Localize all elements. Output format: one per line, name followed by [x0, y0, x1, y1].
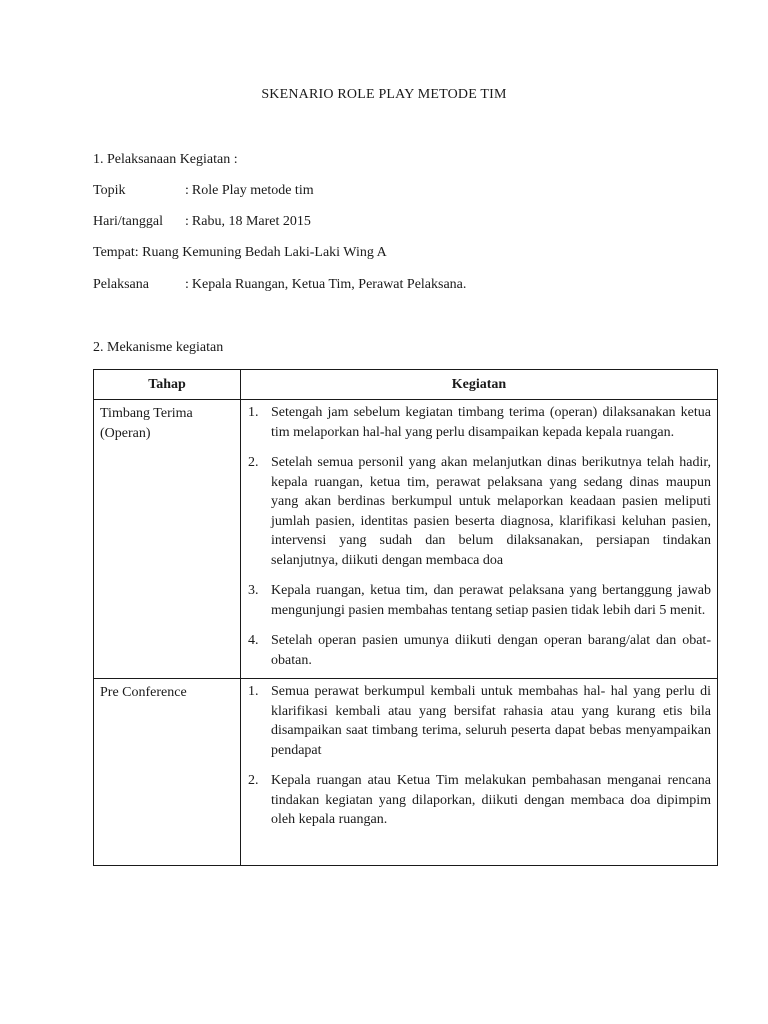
field-topik: [93, 183, 314, 199]
field-label: Topik: [93, 183, 126, 198]
colon: :: [185, 183, 189, 198]
field-value: Role Play metode tim: [191, 183, 314, 198]
field-tempat: Tempat: Ruang Kemuning Bedah Laki-Laki Wing A: [93, 245, 387, 260]
tahap-cell: [94, 679, 241, 866]
tahap-label: Timbang Terima (Operan): [100, 406, 193, 441]
section1-heading: 1. Pelaksanaan Kegiatan :: [93, 152, 238, 167]
kegiatan-list: [241, 400, 717, 678]
mekanisme-table: [93, 369, 718, 866]
list-item: [248, 453, 711, 570]
field-hari-tanggal: [93, 214, 311, 230]
colon: :: [185, 214, 189, 229]
item-number: 2.: [248, 773, 259, 788]
kegiatan-list: [241, 679, 717, 838]
colon: :: [185, 277, 189, 292]
item-number: 1.: [248, 684, 259, 699]
item-text: Semua perawat berkumpul kembali untuk membahas hal- hal yang perlu di klarifikasi kembali atau yang bersifat rahasia atau yang kurang etis bila disampaikan saat timbang terima, seluruh peserta dapat bebas menyampaikan pendapat: [271, 684, 711, 758]
item-number: 1.: [248, 405, 259, 420]
field-label: Pelaksana: [93, 277, 149, 292]
list-item: [248, 403, 711, 442]
section2-heading: 2. Mekanisme kegiatan: [93, 340, 224, 355]
document-title: SKENARIO ROLE PLAY METODE TIM: [261, 87, 507, 102]
table-header-row: [94, 370, 718, 400]
item-text: Kepala ruangan atau Ketua Tim melakukan pembahasan menganai rencana tindakan kegiatan yang dilaporkan, diikuti dengan membaca doa dipimpim oleh kepala ruangan.: [271, 773, 711, 827]
item-text: Setelah operan pasien umunya diikuti dengan operan barang/alat dan obat-obatan.: [271, 633, 711, 668]
list-item: [248, 631, 711, 670]
header-kegiatan: Kegiatan: [241, 370, 718, 400]
item-number: 4.: [248, 633, 259, 648]
item-number: 2.: [248, 455, 259, 470]
field-pelaksana: [93, 277, 466, 293]
table-row: [94, 400, 718, 679]
tahap-label: Pre Conference: [100, 685, 187, 700]
tahap-cell: [94, 400, 241, 679]
item-text: Setelah semua personil yang akan melanjutkan dinas berikutnya telah hadir, kepala ruangan, ketua tim, perawat pelaksana yang sedang dinas maupun yang akan berdinas berkumpul untuk melaporkan keadaan pasien meliputi jumlah pasien, identitas pasien beserta diagnosa, klarifikasi keluhan pasien, intervensi yang sudah dan belum dilaksanakan, persiapan tindakan selanjutnya, diikuti dengan membaca doa: [271, 455, 711, 568]
kegiatan-cell: [241, 679, 718, 866]
kegiatan-cell: [241, 400, 718, 679]
item-text: Setengah jam sebelum kegiatan timbang terima (operan) dilaksanakan ketua tim melaporkan hal-hal yang perlu disampaikan kepada kepala ruangan.: [271, 405, 711, 440]
header-tahap: Tahap: [94, 370, 241, 400]
field-value: Rabu, 18 Maret 2015: [191, 214, 311, 229]
list-item: [248, 581, 711, 620]
item-number: 3.: [248, 583, 259, 598]
table-row: [94, 679, 718, 866]
field-value: Kepala Ruangan, Ketua Tim, Perawat Pelaksana.: [191, 277, 467, 292]
item-text: Kepala ruangan, ketua tim, dan perawat pelaksana yang bertanggung jawab mengunjungi pasien membahas tentang setiap pasien tidak lebih dari 5 menit.: [271, 583, 711, 618]
list-item: [248, 682, 711, 760]
field-label: Hari/tanggal: [93, 214, 163, 229]
list-item: [248, 771, 711, 830]
